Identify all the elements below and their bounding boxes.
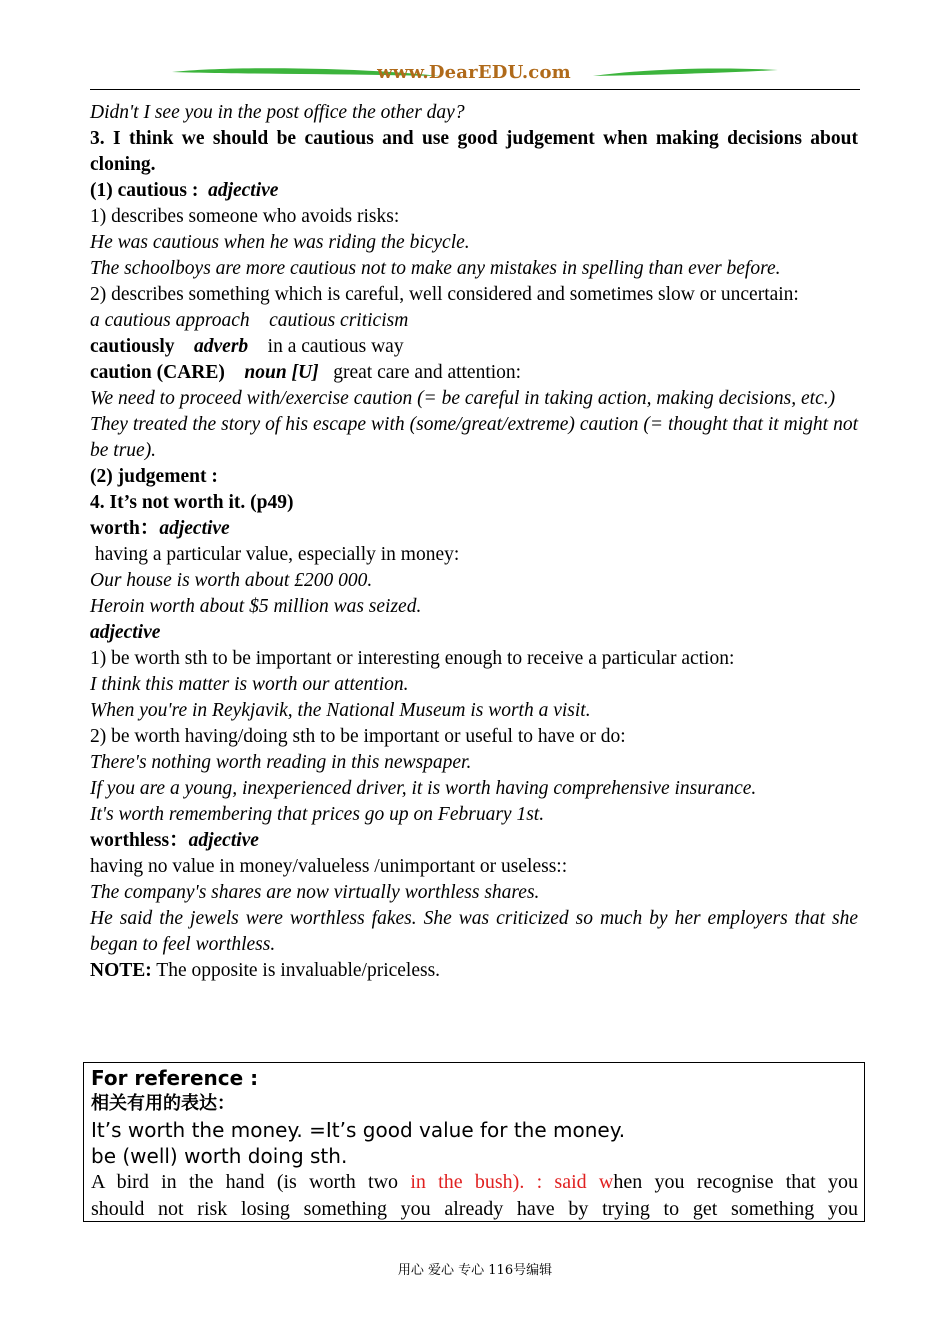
reference-line: It’s worth the money. =It’s good value for the money.	[91, 1118, 626, 1142]
term-colon: ：	[169, 830, 189, 851]
term-worthless	[90, 828, 858, 854]
part-of-speech: adjective	[188, 830, 259, 851]
note-text: The opposite is invaluable/priceless.	[151, 960, 441, 981]
term-word: worth	[90, 518, 140, 539]
example-line: They treated the story of his escape with (some/great/extreme) caution (= thought that it might not be true).	[90, 414, 858, 461]
note-line	[90, 958, 858, 984]
definition: having a particular value, especially in money:	[90, 544, 460, 565]
example-line: He was cautious when he was riding the bicycle.	[90, 232, 470, 253]
example-line: I think this matter is worth our attention.	[90, 674, 409, 695]
page-header	[90, 60, 860, 90]
example-line: Heroin worth about $5 million was seized.	[90, 596, 422, 617]
example-line: When you're in Reykjavik, the National Museum is worth a visit.	[90, 700, 591, 721]
term-word: caution (CARE)	[90, 362, 225, 383]
term-definition: great care and attention:	[333, 362, 522, 383]
term-definition: in a cautious way	[267, 336, 404, 357]
part-of-speech: adjective	[159, 518, 230, 539]
section-heading-3: 3. I think we should be cautious and use good judgement when making decisions about cloning.	[90, 128, 858, 175]
part-of-speech: noun [U]	[244, 362, 319, 383]
definition: 1) describes someone who avoids risks:	[90, 206, 400, 227]
term-caution	[90, 360, 858, 386]
example-line: If you are a young, inexperienced driver, it is worth having comprehensive insurance.	[90, 778, 757, 799]
example-line: a cautious approach cautious criticism	[90, 310, 409, 331]
header-rule	[90, 89, 860, 90]
part-of-speech-label: adjective	[90, 622, 161, 643]
term-cautiously	[90, 334, 858, 360]
example-line: Our house is worth about £200 000.	[90, 570, 373, 591]
definition: 1) be worth sth to be important or interesting enough to receive a particular action:	[90, 648, 735, 669]
idiom-text: hen you recognise that you	[613, 1171, 859, 1193]
example-line: He said the jewels were worthless fakes. She was criticized so much by her employers that she began to feel worthless.	[90, 908, 858, 955]
example-line: We need to proceed with/exercise caution (= be careful in taking action, making decisions, etc.)	[90, 388, 836, 409]
definition: 2) be worth having/doing sth to be important or useful to have or do:	[90, 726, 626, 747]
example-line: It's worth remembering that prices go up on February 1st.	[90, 804, 545, 825]
example-line: The schoolboys are more cautious not to make any mistakes in spelling than ever before.	[90, 258, 781, 279]
part-of-speech: adjective	[208, 180, 279, 201]
term-judgement: (2) judgement :	[90, 466, 218, 487]
reference-line: should not risk losing something you already have by trying to get something you	[91, 1198, 858, 1220]
reference-subtitle: 相关有用的表达：	[91, 1093, 235, 1114]
idiom-text: A bird in the hand (is worth two	[91, 1171, 411, 1193]
example-line: Didn't I see you in the post office the other day?	[90, 102, 465, 123]
example-line: There's nothing worth reading in this newspaper.	[90, 752, 472, 773]
term-cautious	[90, 178, 858, 204]
term-worth	[90, 516, 858, 542]
part-of-speech: adverb	[194, 336, 249, 357]
example-line: The company's shares are now virtually worthless shares.	[90, 882, 540, 903]
term-word: (1) cautious :	[90, 180, 199, 201]
definition: 2) describes something which is careful, well considered and sometimes slow or uncertain:	[90, 284, 799, 305]
term-word: worthless	[90, 830, 170, 851]
page-footer: 用心 爱心 专心 116号编辑	[397, 1263, 553, 1278]
reference-line: be (well) worth doing sth.	[91, 1144, 348, 1168]
site-logo-text: www.DearEDU.com	[377, 62, 571, 83]
term-colon: ：	[139, 518, 160, 539]
definition: having no value in money/valueless /unimportant or useless::	[90, 856, 568, 877]
reference-box	[83, 1062, 865, 1222]
right-swoosh-icon	[593, 66, 778, 80]
reference-title: For reference :	[91, 1066, 259, 1090]
reference-idiom-line	[91, 1169, 858, 1196]
main-content	[90, 100, 858, 984]
note-label: NOTE:	[90, 960, 152, 981]
term-word: cautiously	[90, 336, 175, 357]
idiom-highlight: in the bush). : said w	[410, 1171, 614, 1193]
section-heading-4: 4. It’s not worth it. (p49)	[90, 492, 294, 513]
